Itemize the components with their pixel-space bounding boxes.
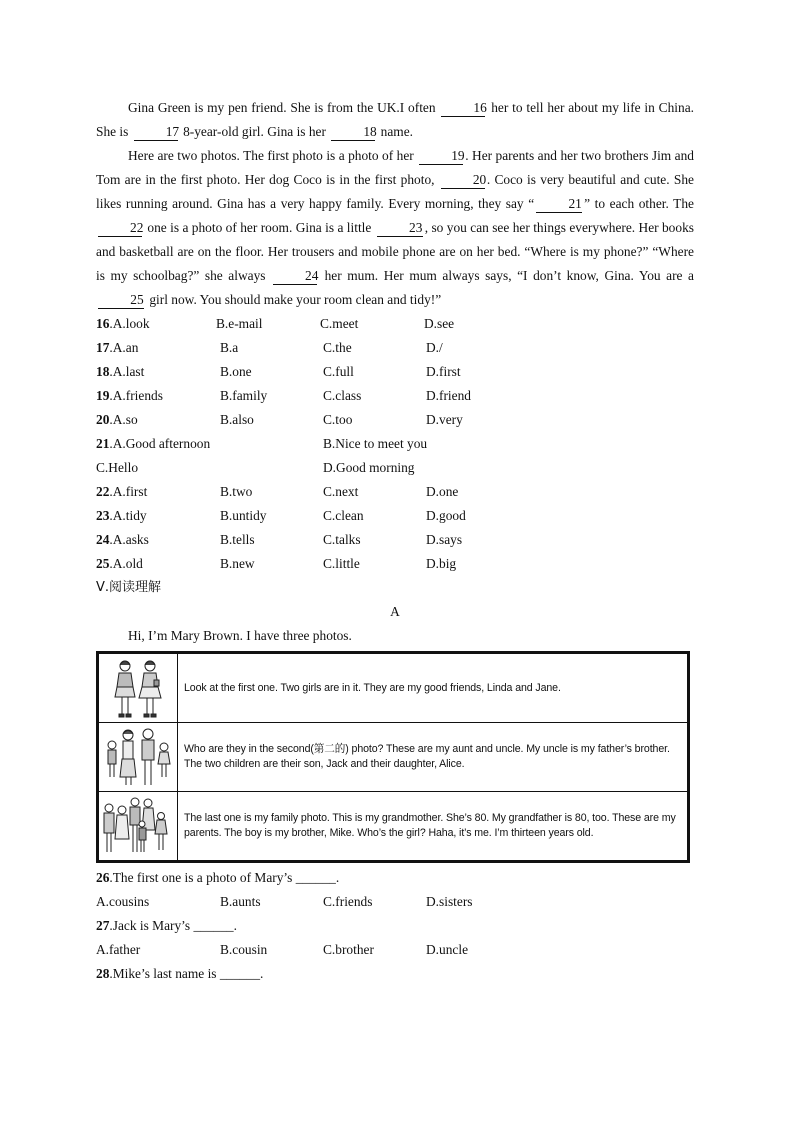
option-b: B.two xyxy=(220,484,253,499)
blank-23: 23 xyxy=(377,220,423,237)
option-d: D.Good morning xyxy=(323,460,415,475)
option-c: C.class xyxy=(323,388,362,403)
question-26-stem xyxy=(96,866,694,890)
photo-2-cell xyxy=(98,723,178,792)
option-d: D.sisters xyxy=(426,894,473,909)
passage-text: one is a photo of her room. Gina is a little xyxy=(144,220,375,235)
option-a: 19.A.friends xyxy=(96,388,163,403)
option-b: B.e-mail xyxy=(216,316,263,331)
option-d: D.see xyxy=(424,316,455,331)
option-b: B.untidy xyxy=(220,508,267,523)
photo-row-3 xyxy=(98,792,689,862)
passage-text: . Her parents and her two brothers Jim and Tom are in the first photo. Her dog Coco is in the first photo, xyxy=(96,148,694,187)
option-a: 16.A.look xyxy=(96,316,150,331)
option-d: D./ xyxy=(426,340,443,355)
blank-19: 19 xyxy=(419,148,463,165)
question-text: 27.Jack is Mary’s ______. xyxy=(96,918,237,933)
question-20 xyxy=(96,408,694,432)
option-c: C.brother xyxy=(323,942,374,957)
section-subtitle: A xyxy=(390,604,400,619)
photo-2-description: Who are they in the second(第二的) photo? These are my aunt and uncle. My uncle is my father’s brother. The two children are their son, Jack and their daughter, Alice. xyxy=(178,723,689,792)
question-19 xyxy=(96,384,694,408)
passage-text: , so you can see her things everywhere. Her books and basketball are on the floor. Her trousers and mobile phone are on her bed. “Where is my phone?” “Where is my schoolbag?” she always xyxy=(96,220,694,283)
photo-3-description: The last one is my family photo. This is my grandmother. She’s 80. My grandfather is 80, too. These are my parents. The boy is my brother, Mike. Who’s the girl? Haha, it’s me. I’m thirteen years old. xyxy=(178,792,689,862)
question-21 xyxy=(96,432,694,456)
blank-20: 20 xyxy=(441,172,485,189)
option-a: 21.A.Good afternoon xyxy=(96,436,211,451)
passage-paragraph-2 xyxy=(96,144,694,312)
section-title: Ⅴ.阅读理解 xyxy=(96,580,162,595)
blank-25: 25 xyxy=(98,292,144,309)
option-b: B.a xyxy=(220,340,239,355)
option-c: C.the xyxy=(323,340,352,355)
question-26-options xyxy=(96,890,694,914)
option-a: 24.A.asks xyxy=(96,532,149,547)
photo-row-1 xyxy=(98,653,689,723)
photo-3-cell xyxy=(98,792,178,862)
option-b: B.cousin xyxy=(220,942,268,957)
option-d: D.one xyxy=(426,484,459,499)
question-24 xyxy=(96,528,694,552)
blank-18: 18 xyxy=(331,124,375,141)
passage-text: . Coco is very beautiful and cute. She likes running around. Gina has a very happy family. Every morning, they say “ xyxy=(96,172,694,211)
question-25 xyxy=(96,552,694,576)
passage-text: 8-year-old girl. Gina is her xyxy=(179,124,330,139)
reading-intro: Hi, I’m Mary Brown. I have three photos. xyxy=(128,628,352,643)
passage-paragraph-1 xyxy=(96,96,694,144)
option-b: B.tells xyxy=(220,532,255,547)
option-c: C.too xyxy=(323,412,353,427)
question-16 xyxy=(96,312,694,336)
passage-text: her mum. Her mum always says, “I don’t know, Gina. You are a xyxy=(319,268,694,283)
passage-text: Gina Green is my pen friend. She is from the UK.I often xyxy=(128,100,440,115)
reading-questions xyxy=(96,866,694,986)
aunt-uncle-family-illustration xyxy=(102,725,174,789)
question-21-row-2 xyxy=(96,456,694,480)
option-d: D.uncle xyxy=(426,942,469,957)
option-d: D.friend xyxy=(426,388,471,403)
question-27-options xyxy=(96,938,694,962)
option-a: 18.A.last xyxy=(96,364,145,379)
family-photo-illustration xyxy=(101,794,175,858)
option-c: C.talks xyxy=(323,532,361,547)
option-d: D.good xyxy=(426,508,466,523)
option-d: D.says xyxy=(426,532,463,547)
option-a: 22.A.first xyxy=(96,484,148,499)
question-text: 26.The first one is a photo of Mary’s ______. xyxy=(96,870,340,885)
option-c: C.next xyxy=(323,484,359,499)
option-c: C.clean xyxy=(323,508,364,523)
option-c: C.meet xyxy=(320,316,359,331)
passage-text: girl now. You should make your room clean and tidy!” xyxy=(146,292,442,307)
option-c: C.Hello xyxy=(96,460,139,475)
option-a: 23.A.tidy xyxy=(96,508,147,523)
option-b: B.Nice to meet you xyxy=(323,436,428,451)
option-a: 17.A.an xyxy=(96,340,139,355)
option-d: D.big xyxy=(426,556,457,571)
option-c: C.little xyxy=(323,556,360,571)
passage-text: her to tell her about my life in China. She is xyxy=(96,100,694,139)
option-b: B.also xyxy=(220,412,254,427)
blank-17: 17 xyxy=(134,124,178,141)
question-23 xyxy=(96,504,694,528)
question-28-stem xyxy=(96,962,694,986)
question-17 xyxy=(96,336,694,360)
option-a: 20.A.so xyxy=(96,412,138,427)
blank-16: 16 xyxy=(441,100,485,117)
option-a: A.cousins xyxy=(96,894,150,909)
option-b: B.aunts xyxy=(220,894,261,909)
option-b: B.one xyxy=(220,364,252,379)
question-text: 28.Mike’s last name is ______. xyxy=(96,966,264,981)
passage-text: Here are two photos. The first photo is a photo of her xyxy=(128,148,418,163)
worksheet-page xyxy=(96,96,694,986)
option-b: B.new xyxy=(220,556,255,571)
option-c: C.full xyxy=(323,364,354,379)
option-d: D.very xyxy=(426,412,463,427)
option-d: D.first xyxy=(426,364,461,379)
cloze-options-16-20 xyxy=(96,312,694,576)
passage-text: ” to each other. The xyxy=(584,196,694,211)
option-c: C.friends xyxy=(323,894,373,909)
blank-22: 22 xyxy=(98,220,142,237)
option-b: B.family xyxy=(220,388,268,403)
photo-1-description: Look at the first one. Two girls are in it. They are my good friends, Linda and Jane. xyxy=(178,653,689,723)
option-a: A.father xyxy=(96,942,141,957)
two-girls-illustration xyxy=(108,656,168,720)
question-22 xyxy=(96,480,694,504)
photos-table xyxy=(96,651,690,863)
question-27-stem xyxy=(96,914,694,938)
photo-1-cell xyxy=(98,653,178,723)
photo-row-2 xyxy=(98,723,689,792)
blank-21: 21 xyxy=(536,196,582,213)
blank-24: 24 xyxy=(273,268,317,285)
question-18 xyxy=(96,360,694,384)
passage-text: name. xyxy=(377,124,414,139)
option-a: 25.A.old xyxy=(96,556,143,571)
